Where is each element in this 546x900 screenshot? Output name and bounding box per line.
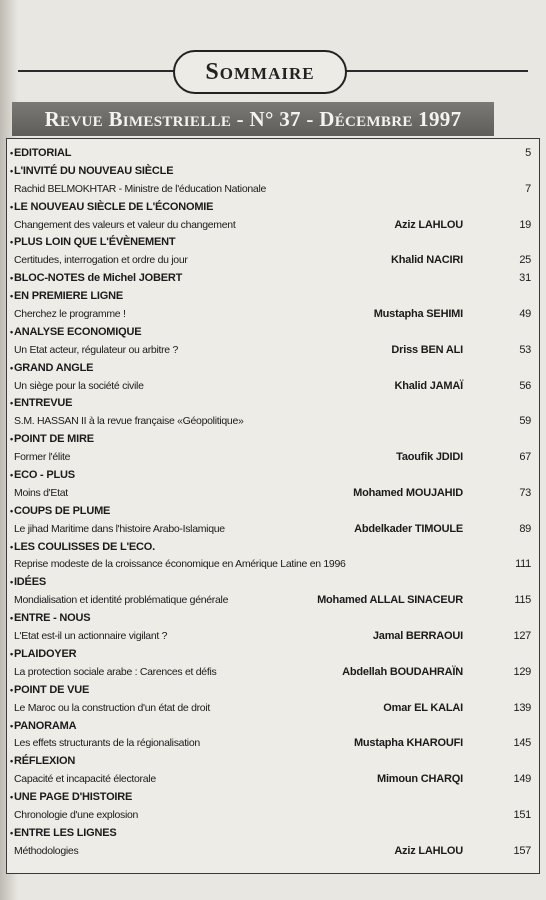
section-title: LES COULISSES DE L'ECO.	[13, 540, 155, 553]
article-title: Cherchez le programme !	[14, 308, 126, 321]
section-title: IDÉES	[13, 576, 46, 589]
section-title: LE NOUVEAU SIÈCLE DE L'ÉCONOMIE	[13, 200, 214, 213]
section-title: UNE PAGE D'HISTOIRE	[13, 791, 133, 804]
bullet-icon: •	[10, 237, 13, 248]
article-author: Abdellah BOUDAHRAÏN	[342, 665, 463, 678]
section-title: PANORAMA	[13, 719, 77, 732]
article-title: Le jihad Maritime dans l'histoire Arabo-Islamique	[14, 522, 225, 535]
article-author: Omar EL KALAI	[383, 701, 463, 714]
toc-article-entry	[7, 217, 539, 235]
bullet-icon: •	[10, 613, 13, 624]
article-title: Changement des valeurs et valeur du changement	[14, 218, 236, 231]
article-title: La protection sociale arabe : Carences et défis	[14, 665, 217, 678]
toc-article-entry	[7, 592, 539, 610]
bullet-icon: •	[10, 505, 13, 516]
toc-section-heading	[7, 324, 539, 342]
article-title: Certitudes, interrogation et ordre du jour	[14, 254, 188, 267]
article-title: S.M. HASSAN II à la revue française «Géopolitique»	[14, 415, 244, 428]
section-title: RÉFLEXION	[13, 755, 76, 768]
toc-section-heading	[7, 718, 539, 736]
toc-section-heading	[7, 360, 539, 378]
page-number: 89	[519, 522, 531, 535]
bullet-icon: •	[10, 148, 13, 158]
article-title: Moins d'Etat	[14, 486, 68, 499]
page-number: 115	[514, 594, 531, 607]
section-title: PLAIDOYER	[13, 647, 77, 660]
page-number: 139	[513, 701, 531, 714]
toc-section-heading	[7, 610, 539, 628]
article-author: Taoufik JDIDI	[396, 451, 463, 464]
page-number: 19	[519, 218, 531, 231]
article-title: Les effets structurants de la régionalisation	[14, 737, 200, 750]
toc-article-entry	[7, 181, 539, 199]
toc-article-entry	[7, 700, 539, 718]
toc-article-entry	[7, 664, 539, 682]
article-title: Mondialisation et identité problématique générale	[14, 594, 229, 607]
bullet-icon: •	[10, 165, 13, 176]
page-number: 73	[519, 486, 531, 499]
page-number: 129	[513, 665, 531, 678]
article-title: Le Maroc ou la construction d'un état de droit	[14, 701, 210, 714]
article-author: Mohamed MOUJAHID	[353, 486, 463, 499]
article-title: Capacité et incapacité électorale	[14, 773, 156, 786]
bullet-icon: •	[10, 648, 13, 659]
article-author: Aziz LAHLOU	[394, 844, 463, 857]
section-title: POINT DE MIRE	[13, 433, 94, 446]
section-title: PLUS LOIN QUE L'ÉVÈNEMENT	[13, 236, 176, 249]
section-title: ECO - PLUS	[13, 469, 75, 482]
toc-section-heading	[7, 646, 539, 664]
toc-article-entry	[7, 735, 539, 753]
toc-section-heading	[7, 199, 539, 217]
table-of-contents	[6, 138, 540, 874]
toc-section-heading	[7, 503, 539, 521]
toc-section-heading	[7, 234, 539, 252]
page-number: 151	[513, 808, 531, 821]
toc-section-heading	[7, 395, 539, 413]
section-title: L'INVITÉ DU NOUVEAU SIÈCLE	[13, 164, 174, 177]
bullet-icon: •	[10, 362, 13, 373]
toc-article-entry	[7, 449, 539, 467]
bullet-icon: •	[10, 326, 13, 337]
section-title: ENTRE LES LIGNES	[13, 826, 117, 839]
toc-section-heading	[7, 539, 539, 557]
section-title: GRAND ANGLE	[13, 361, 94, 374]
toc-article-entry	[7, 306, 539, 324]
article-author: Mohamed ALLAL SINACEUR	[317, 594, 463, 607]
bullet-icon: •	[10, 827, 13, 838]
section-title: EDITORIAL	[13, 147, 72, 159]
page-title: Sommaire	[173, 50, 347, 94]
page-number: 67	[519, 451, 531, 464]
toc-article-entry	[7, 556, 539, 574]
page-number: 157	[513, 844, 531, 857]
toc-article-entry	[7, 628, 539, 646]
section-title: ENTREVUE	[13, 397, 73, 410]
toc-section-heading	[7, 825, 539, 843]
page-number: 149	[513, 773, 531, 786]
page-number: 25	[519, 254, 531, 267]
page-number: 53	[519, 343, 531, 356]
toc-article-entry	[7, 521, 539, 539]
toc-article-entry	[7, 413, 539, 431]
toc-article-entry	[7, 252, 539, 270]
article-author: Mustapha SEHIMI	[373, 308, 463, 321]
toc-article-entry	[7, 843, 539, 861]
article-title: Former l'élite	[14, 451, 71, 464]
toc-article-entry	[7, 485, 539, 503]
section-title: ANALYSE ECONOMIQUE	[13, 325, 142, 338]
toc-article-entry	[7, 771, 539, 789]
toc-list	[7, 145, 539, 861]
page-number: 31	[519, 272, 531, 285]
toc-section-heading	[7, 163, 539, 181]
bullet-icon: •	[10, 434, 13, 445]
bullet-icon: •	[10, 201, 13, 212]
page-number: 5	[525, 147, 531, 159]
toc-section-heading	[7, 753, 539, 771]
page-number: 111	[515, 558, 531, 571]
article-author: Mustapha KHAROUFI	[353, 737, 463, 750]
toc-section-heading	[7, 270, 539, 288]
article-title: Un Etat acteur, régulateur ou arbitre ?	[14, 343, 178, 356]
bullet-icon: •	[10, 398, 13, 409]
toc-section-heading	[7, 789, 539, 807]
bullet-icon: •	[10, 756, 13, 767]
toc-section-heading	[7, 431, 539, 449]
bullet-icon: •	[10, 541, 13, 552]
section-title: ENTRE - NOUS	[13, 612, 91, 625]
article-title: Reprise modeste de la croissance économique en Amérique Latine en 1996	[14, 558, 346, 571]
bullet-icon: •	[10, 273, 13, 284]
toc-section-heading	[7, 288, 539, 306]
section-title: COUPS DE PLUME	[13, 504, 111, 517]
bullet-icon: •	[10, 470, 13, 481]
page-number: 49	[519, 308, 531, 321]
article-title: Méthodologies	[14, 844, 79, 857]
article-title: Chronologie d'une explosion	[14, 808, 139, 821]
section-title: BLOC-NOTES de Michel JOBERT	[13, 272, 183, 285]
page-number: 56	[519, 379, 531, 392]
article-title: Un siège pour la société civile	[14, 379, 144, 392]
bullet-icon: •	[10, 684, 13, 695]
section-title: EN PREMIERE LIGNE	[13, 290, 124, 303]
bullet-icon: •	[10, 291, 13, 302]
article-author: Aziz LAHLOU	[394, 218, 463, 231]
article-author: Khalid NACIRI	[391, 254, 463, 267]
page-number: 127	[513, 630, 531, 643]
bullet-icon: •	[10, 577, 13, 588]
article-author: Khalid JAMAÏ	[394, 379, 463, 392]
article-author: Driss BEN ALI	[391, 343, 463, 356]
article-author: Mimoun CHARQI	[376, 773, 463, 786]
article-author: Abdelkader TIMOULE	[354, 522, 463, 535]
toc-section-heading	[7, 467, 539, 485]
page-number: 59	[519, 415, 531, 428]
toc-section-heading	[7, 682, 539, 700]
page-number: 7	[525, 182, 531, 195]
article-title: Rachid BELMOKHTAR - Ministre de l'éducation Nationale	[14, 182, 267, 195]
toc-section-heading	[7, 145, 539, 163]
bullet-icon: •	[10, 792, 13, 803]
toc-article-entry	[7, 807, 539, 825]
issue-banner: Revue Bimestrielle - N° 37 - Décembre 1997	[12, 102, 494, 136]
toc-article-entry	[7, 342, 539, 360]
toc-article-entry	[7, 378, 539, 396]
section-title: POINT DE VUE	[13, 683, 90, 696]
bullet-icon: •	[10, 720, 13, 731]
article-author: Jamal BERRAOUI	[372, 630, 463, 643]
title-area	[0, 50, 546, 94]
page-number: 145	[513, 737, 531, 750]
article-title: L'Etat est-il un actionnaire vigilant ?	[14, 630, 168, 643]
toc-section-heading	[7, 574, 539, 592]
